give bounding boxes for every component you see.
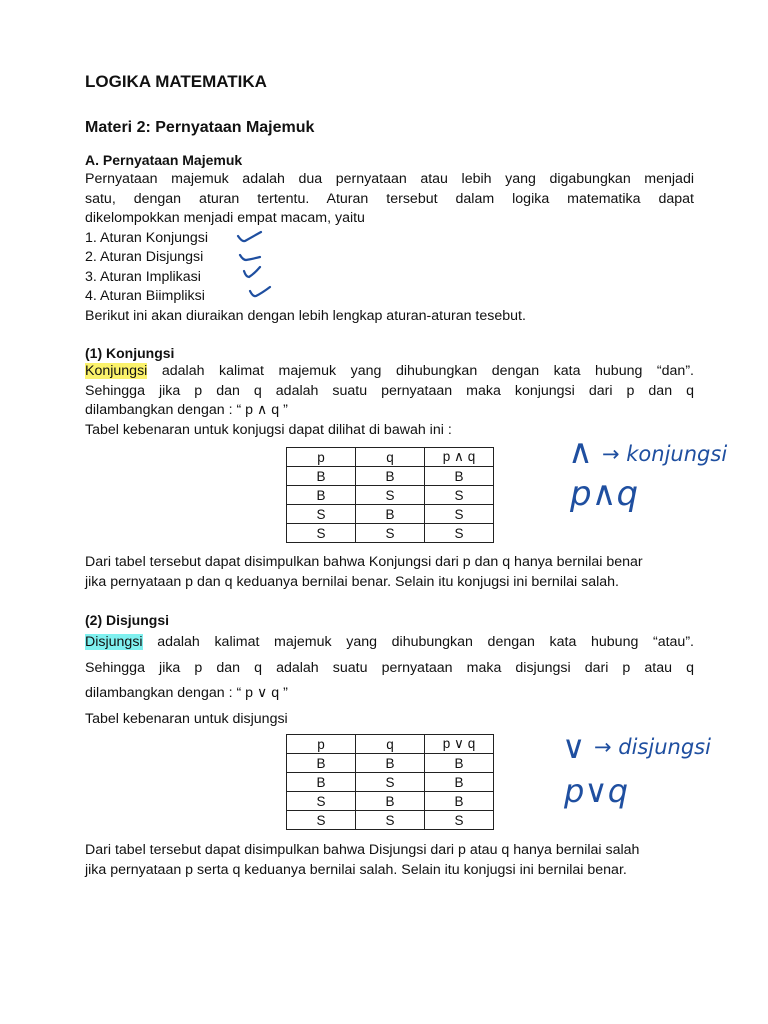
section-a-heading: A. Pernyataan Majemuk [85, 152, 243, 168]
list-item: 4. Aturan Biimpliksi [85, 288, 205, 304]
handwritten-formula: p∨q [564, 772, 629, 810]
table-cell: B [287, 486, 356, 505]
paragraph-line: Pernyataan majemuk adalah dua pernyataan atau lebih yang digabungkan menjadi [85, 171, 694, 187]
paragraph-line: jika pernyataan p dan q keduanya bernilai benar. Selain itu konjugsi ini bernilai salah. [85, 573, 619, 590]
paragraph-line: Dari tabel tersebut dapat disimpulkan bahwa Konjungsi dari p dan q hanya bernilai benar [85, 554, 643, 570]
list-item: 1. Aturan Konjungsi [85, 229, 209, 246]
disjungsi-heading: (2) Disjungsi [85, 612, 170, 628]
paragraph-line: Sehingga jika p dan q adalah suatu pernyataan maka konjungsi dari p dan q [85, 382, 694, 399]
table-row [287, 811, 494, 830]
handwritten-label: → disjungsi [594, 735, 711, 759]
check-mark-icon [238, 232, 261, 241]
handwritten-label: → konjungsi [602, 442, 728, 466]
paragraph-line: dilambangkan dengan : “ p ∧ q ” [85, 402, 288, 418]
handwritten-check-marks [232, 224, 272, 306]
paragraph-line: Tabel kebenaran untuk disjungsi [85, 710, 288, 727]
table-cell: S [356, 811, 425, 830]
table-cell: S [425, 505, 494, 524]
table-cell: S [425, 486, 494, 505]
paragraph-line: jika pernyataan p serta q keduanya bernilai salah. Selain itu konjugsi ini bernilai benar. [85, 861, 627, 878]
handwritten-note-disjungsi [558, 722, 763, 812]
table-row [287, 486, 494, 505]
paragraph-line: dikelompokkan menjadi empat macam, yaitu [85, 210, 365, 226]
table-cell: B [287, 754, 356, 773]
table-cell: B [425, 467, 494, 486]
and-symbol-handwritten: ∧ [568, 432, 593, 472]
paragraph-line: dilambangkan dengan : “ p ∨ q ” [85, 685, 288, 701]
paragraph-line [85, 362, 694, 382]
table-cell: S [287, 505, 356, 524]
konjungsi-heading: (1) Konjungsi [85, 345, 175, 361]
check-mark-icon [240, 255, 260, 260]
table-cell: B [425, 792, 494, 811]
paragraph-line: Berikut ini akan diuraikan dengan lebih lengkap aturan-aturan tesebut. [85, 307, 526, 324]
table-cell: B [356, 792, 425, 811]
section-a-paragraph [85, 170, 694, 326]
paragraph-line [85, 630, 694, 656]
document-subtitle: Materi 2: Pernyataan Majemuk [85, 119, 315, 136]
table-row [287, 754, 494, 773]
table-cell: B [287, 773, 356, 792]
table-cell: S [356, 773, 425, 792]
paragraph-line: Tabel kebenaran untuk konjugsi dapat dilihat di bawah ini : [85, 421, 452, 438]
paragraph-line: Dari tabel tersebut dapat disimpulkan bahwa Disjungsi dari p atau q hanya bernilai salah [85, 842, 640, 858]
table-cell: S [287, 792, 356, 811]
table-header: p ∨ q [425, 735, 494, 754]
table-row [287, 505, 494, 524]
table-cell: B [356, 754, 425, 773]
table-header: q [356, 448, 425, 467]
document-title: LOGIKA MATEMATIKA [85, 72, 267, 91]
disjungsi-truth-table [286, 734, 494, 830]
paragraph-line: Sehingga jika p dan q adalah suatu pernyataan maka disjungsi dari p atau q [85, 659, 694, 676]
konjungsi-conclusion [85, 553, 705, 592]
konjungsi-truth-table [286, 447, 494, 543]
check-mark-icon [250, 287, 270, 296]
table-header: q [356, 735, 425, 754]
table-row [287, 467, 494, 486]
highlighted-term: Disjungsi [85, 634, 143, 650]
table-header: p ∧ q [425, 448, 494, 467]
table-row [287, 792, 494, 811]
table-cell: B [287, 467, 356, 486]
table-cell: B [356, 505, 425, 524]
check-mark-icon [244, 267, 260, 277]
table-cell: S [287, 524, 356, 543]
handwritten-formula: p∧q [570, 474, 639, 514]
paragraph-line: satu, dengan aturan tertentu. Aturan tersebut dalam logika matematika dapat [85, 190, 694, 207]
table-cell: S [425, 524, 494, 543]
or-symbol-handwritten: ∨ [562, 728, 586, 766]
list-item: 2. Aturan Disjungsi [85, 249, 204, 265]
disjungsi-conclusion [85, 841, 705, 880]
table-row [287, 773, 494, 792]
paragraph-text: adalah kalimat majemuk yang dihubungkan dengan kata hubung “dan”. [147, 363, 694, 379]
table-header: p [287, 448, 356, 467]
table-cell: B [425, 754, 494, 773]
table-cell: S [356, 524, 425, 543]
paragraph-text: adalah kalimat majemuk yang dihubungkan dengan kata hubung “atau”. [142, 634, 694, 650]
list-item: 3. Aturan Implikasi [85, 268, 201, 285]
handwritten-note-konjungsi [560, 425, 765, 515]
table-cell: B [356, 467, 425, 486]
table-row [287, 524, 494, 543]
table-cell: S [287, 811, 356, 830]
disjungsi-paragraph [85, 630, 694, 732]
table-header: p [287, 735, 356, 754]
table-cell: B [425, 773, 494, 792]
table-cell: S [356, 486, 425, 505]
highlighted-term: Konjungsi [85, 363, 148, 379]
table-cell: S [425, 811, 494, 830]
